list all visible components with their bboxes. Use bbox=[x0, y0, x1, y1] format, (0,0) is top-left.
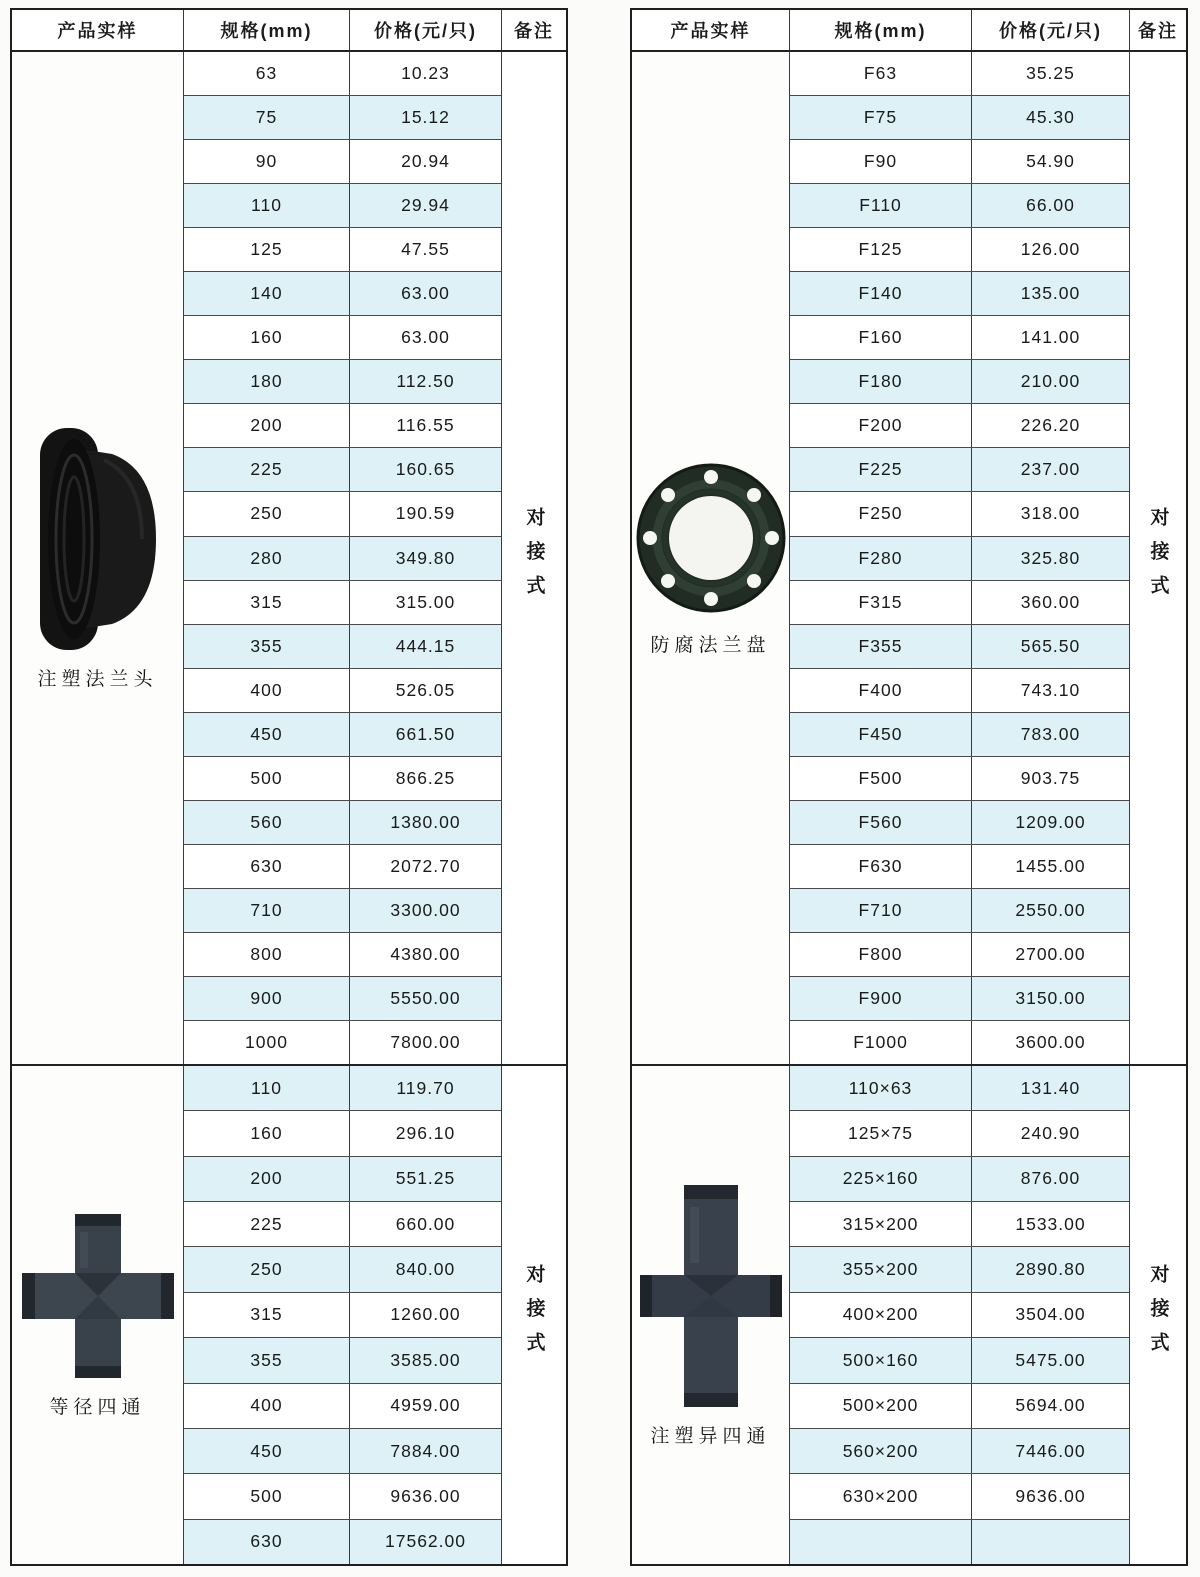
table-row bbox=[184, 1384, 501, 1429]
spec-value: F560 bbox=[790, 801, 972, 844]
spec-value: 400 bbox=[184, 669, 350, 712]
price-value: 7446.00 bbox=[1015, 1440, 1086, 1461]
price-value: 3585.00 bbox=[390, 1349, 461, 1370]
table-row bbox=[184, 889, 501, 933]
table-row bbox=[790, 1021, 1129, 1064]
spec-value: 400×200 bbox=[790, 1293, 972, 1337]
table-row bbox=[790, 1384, 1129, 1429]
product-label: 注塑法兰头 bbox=[37, 668, 158, 690]
price-value: 1209.00 bbox=[1015, 811, 1086, 832]
table-row bbox=[790, 625, 1129, 669]
price-value: 47.55 bbox=[401, 239, 450, 260]
price-value: 10.23 bbox=[401, 63, 450, 84]
price-value: 3300.00 bbox=[390, 899, 461, 920]
table-row bbox=[790, 1247, 1129, 1292]
table-row bbox=[790, 96, 1129, 140]
price-value: 661.50 bbox=[395, 723, 456, 744]
table-row bbox=[184, 581, 501, 625]
table-row bbox=[184, 52, 501, 96]
table-row bbox=[790, 581, 1129, 625]
price-value: 17562.00 bbox=[385, 1531, 466, 1552]
table-row bbox=[184, 316, 501, 360]
table-row bbox=[790, 404, 1129, 448]
price-value: 35.25 bbox=[1026, 63, 1075, 84]
spec-value: 225×160 bbox=[790, 1157, 972, 1201]
spec-value: 315×200 bbox=[790, 1202, 972, 1246]
section-equal-cross bbox=[12, 1064, 566, 1564]
spec-value: 110×63 bbox=[790, 1066, 972, 1110]
price-value: 2700.00 bbox=[1015, 943, 1086, 964]
price-value: 1380.00 bbox=[390, 811, 461, 832]
spec-value: 280 bbox=[184, 537, 350, 580]
table-row bbox=[184, 845, 501, 889]
price-value: 2890.80 bbox=[1015, 1259, 1086, 1280]
spec-price-rows bbox=[184, 52, 502, 1064]
spec-value: 200 bbox=[184, 404, 350, 447]
table-row bbox=[184, 1021, 501, 1064]
price-value: 565.50 bbox=[1020, 635, 1081, 656]
table-row bbox=[790, 228, 1129, 272]
header-remark: 备注 bbox=[1138, 21, 1178, 41]
spec-value: 225 bbox=[184, 448, 350, 491]
spec-price-rows bbox=[790, 52, 1130, 1064]
flange-disc-photo bbox=[635, 460, 787, 618]
table-row bbox=[184, 184, 501, 228]
price-value: 190.59 bbox=[395, 503, 456, 524]
price-value: 3150.00 bbox=[1015, 988, 1086, 1008]
spec-value: F75 bbox=[790, 96, 972, 139]
price-value: 296.10 bbox=[395, 1123, 456, 1144]
spec-value: 125 bbox=[184, 228, 350, 271]
price-value: 4380.00 bbox=[390, 943, 461, 964]
price-value: 526.05 bbox=[395, 679, 456, 700]
table-row bbox=[790, 801, 1129, 845]
price-table-left bbox=[10, 8, 568, 1566]
header-spec: 规格(mm) bbox=[184, 10, 350, 50]
price-value: 1455.00 bbox=[1015, 855, 1086, 876]
price-value: 20.94 bbox=[401, 151, 450, 172]
table-row bbox=[184, 272, 501, 316]
price-value: 116.55 bbox=[396, 415, 455, 436]
price-value: 141.00 bbox=[1020, 327, 1081, 348]
price-value: 866.25 bbox=[395, 767, 456, 788]
spec-value: F800 bbox=[790, 933, 972, 976]
spec-value: F110 bbox=[790, 184, 972, 227]
table-row bbox=[184, 625, 501, 669]
spec-value: 180 bbox=[184, 360, 350, 403]
price-value: 315.00 bbox=[395, 591, 456, 612]
table-row bbox=[184, 537, 501, 581]
spec-price-rows bbox=[184, 1066, 502, 1564]
table-row bbox=[184, 492, 501, 536]
spec-value: 200 bbox=[184, 1157, 350, 1201]
table-row bbox=[790, 933, 1129, 977]
price-value: 1260.00 bbox=[390, 1304, 461, 1325]
table-row bbox=[184, 801, 501, 845]
table-row bbox=[184, 448, 501, 492]
spec-value: F315 bbox=[790, 581, 972, 624]
table-row bbox=[790, 1338, 1129, 1383]
table-row bbox=[184, 1066, 501, 1111]
spec-value: 355 bbox=[184, 1338, 350, 1382]
price-value: 7800.00 bbox=[390, 1032, 461, 1053]
spec-value: 400 bbox=[184, 1384, 350, 1428]
price-value: 2072.70 bbox=[390, 855, 461, 876]
table-header bbox=[12, 10, 566, 52]
price-value: 5694.00 bbox=[1015, 1395, 1086, 1416]
price-value: 126.00 bbox=[1020, 239, 1081, 260]
price-value: 444.15 bbox=[395, 635, 456, 656]
table-row bbox=[790, 184, 1129, 228]
remark-text: 对接式 bbox=[1147, 1264, 1169, 1366]
spec-value: 450 bbox=[184, 1429, 350, 1473]
spec-value: 125×75 bbox=[790, 1111, 972, 1155]
header-remark: 备注 bbox=[514, 21, 554, 41]
price-value: 3600.00 bbox=[1015, 1032, 1086, 1053]
price-value: 135.00 bbox=[1020, 283, 1081, 304]
spec-value: 500 bbox=[184, 757, 350, 800]
table-row bbox=[790, 757, 1129, 801]
price-value: 5550.00 bbox=[390, 988, 461, 1008]
price-value: 325.80 bbox=[1020, 547, 1081, 568]
remark-cell bbox=[502, 52, 566, 1064]
table-row bbox=[184, 1293, 501, 1338]
table-row bbox=[184, 1111, 501, 1156]
price-value: 5475.00 bbox=[1015, 1349, 1086, 1370]
spec-value: 160 bbox=[184, 316, 350, 359]
price-value: 4959.00 bbox=[390, 1395, 461, 1416]
spec-value: F400 bbox=[790, 669, 972, 712]
spec-value: F200 bbox=[790, 404, 972, 447]
spec-value: 90 bbox=[184, 140, 350, 183]
price-value: 318.00 bbox=[1020, 503, 1081, 524]
spec-value: 110 bbox=[184, 184, 350, 227]
spec-value: 450 bbox=[184, 713, 350, 756]
price-value: 2550.00 bbox=[1015, 899, 1086, 920]
spec-value: F280 bbox=[790, 537, 972, 580]
price-value: 360.00 bbox=[1020, 591, 1081, 612]
table-row bbox=[790, 140, 1129, 184]
remark-text: 对接式 bbox=[523, 1264, 545, 1366]
price-value: 54.90 bbox=[1026, 151, 1075, 172]
price-value: 226.20 bbox=[1020, 415, 1081, 436]
spec-value: 160 bbox=[184, 1111, 350, 1155]
table-row bbox=[790, 1520, 1129, 1564]
spec-value: F180 bbox=[790, 360, 972, 403]
price-value: 783.00 bbox=[1020, 723, 1081, 744]
spec-value: 900 bbox=[184, 977, 350, 1020]
spec-value: F160 bbox=[790, 316, 972, 359]
spec-value: F125 bbox=[790, 228, 972, 271]
spec-value: 315 bbox=[184, 1293, 350, 1337]
price-value: 240.90 bbox=[1020, 1123, 1081, 1144]
table-row bbox=[790, 713, 1129, 757]
table-row bbox=[184, 1247, 501, 1292]
product-cell bbox=[12, 52, 184, 1064]
table-row bbox=[184, 669, 501, 713]
table-row bbox=[184, 360, 501, 404]
price-value bbox=[972, 1520, 1129, 1564]
spec-value: 630×200 bbox=[790, 1474, 972, 1518]
section-flange-head bbox=[12, 52, 566, 1064]
table-row bbox=[790, 272, 1129, 316]
table-row bbox=[790, 1202, 1129, 1247]
section-reducing-cross bbox=[632, 1064, 1186, 1564]
price-value: 1533.00 bbox=[1015, 1213, 1086, 1234]
spec-value: F250 bbox=[790, 492, 972, 535]
price-value: 876.00 bbox=[1020, 1168, 1081, 1189]
table-row bbox=[790, 977, 1129, 1021]
price-value: 237.00 bbox=[1020, 459, 1081, 480]
price-value: 63.00 bbox=[401, 283, 450, 304]
spec-value: F90 bbox=[790, 140, 972, 183]
table-row bbox=[790, 1293, 1129, 1338]
table-row bbox=[790, 1157, 1129, 1202]
remark-cell bbox=[502, 1066, 566, 1564]
table-row bbox=[184, 1202, 501, 1247]
flange-head-photo bbox=[34, 426, 162, 652]
table-row bbox=[790, 669, 1129, 713]
spec-value: 630 bbox=[184, 1520, 350, 1564]
price-value: 9636.00 bbox=[390, 1485, 461, 1506]
price-value: 9636.00 bbox=[1015, 1485, 1086, 1506]
table-row bbox=[184, 1157, 501, 1202]
table-row bbox=[184, 933, 501, 977]
table-row bbox=[184, 140, 501, 184]
header-product-sample: 产品实样 bbox=[632, 10, 790, 50]
spec-value: F225 bbox=[790, 448, 972, 491]
price-value: 210.00 bbox=[1020, 371, 1081, 392]
table-row bbox=[790, 889, 1129, 933]
header-price: 价格(元/只) bbox=[350, 10, 502, 50]
table-row bbox=[790, 316, 1129, 360]
spec-value: F900 bbox=[790, 977, 972, 1020]
table-row bbox=[184, 977, 501, 1021]
table-row bbox=[790, 360, 1129, 404]
spec-value: 1000 bbox=[184, 1021, 350, 1064]
price-value: 119.70 bbox=[396, 1077, 455, 1098]
table-row bbox=[790, 52, 1129, 96]
table-header bbox=[632, 10, 1186, 52]
price-value: 29.94 bbox=[401, 195, 450, 216]
spec-value: 800 bbox=[184, 933, 350, 976]
table-row bbox=[790, 1474, 1129, 1519]
spec-value: 355×200 bbox=[790, 1247, 972, 1291]
price-value: 63.00 bbox=[401, 327, 450, 348]
spec-value: 63 bbox=[184, 52, 350, 95]
table-row bbox=[184, 228, 501, 272]
spec-value: 110 bbox=[184, 1066, 350, 1110]
header-spec: 规格(mm) bbox=[790, 10, 972, 50]
remark-text: 对接式 bbox=[1147, 507, 1169, 609]
price-value: 131.40 bbox=[1020, 1077, 1081, 1098]
price-value: 15.12 bbox=[401, 107, 450, 128]
spec-value: F710 bbox=[790, 889, 972, 932]
table-row bbox=[184, 1338, 501, 1383]
table-row bbox=[184, 1520, 501, 1564]
price-value: 660.00 bbox=[395, 1213, 456, 1234]
table-row bbox=[790, 1066, 1129, 1111]
price-table-right bbox=[630, 8, 1188, 1566]
spec-price-rows bbox=[790, 1066, 1130, 1564]
table-row bbox=[184, 757, 501, 801]
remark-cell bbox=[1130, 52, 1186, 1064]
price-value: 349.80 bbox=[395, 547, 456, 568]
spec-value: 225 bbox=[184, 1202, 350, 1246]
product-label: 防腐法兰盘 bbox=[650, 634, 771, 656]
spec-value: 250 bbox=[184, 492, 350, 535]
price-value: 840.00 bbox=[395, 1259, 456, 1280]
table-row bbox=[790, 1429, 1129, 1474]
table-row bbox=[184, 96, 501, 140]
spec-value: 500×200 bbox=[790, 1384, 972, 1428]
table-row bbox=[184, 1429, 501, 1474]
product-label: 注塑异四通 bbox=[650, 1425, 771, 1447]
spec-value: 630 bbox=[184, 845, 350, 888]
table-row bbox=[790, 1111, 1129, 1156]
remark-text: 对接式 bbox=[523, 507, 545, 609]
spec-value: 560×200 bbox=[790, 1429, 972, 1473]
table-row bbox=[184, 1474, 501, 1519]
price-value: 112.50 bbox=[396, 371, 455, 392]
product-cell bbox=[632, 52, 790, 1064]
spec-value: F500 bbox=[790, 757, 972, 800]
price-value: 903.75 bbox=[1020, 767, 1081, 788]
spec-value: 500 bbox=[184, 1474, 350, 1518]
price-value: 743.10 bbox=[1020, 679, 1081, 700]
spec-value: F355 bbox=[790, 625, 972, 668]
table-row bbox=[790, 537, 1129, 581]
spec-value: 355 bbox=[184, 625, 350, 668]
price-value: 66.00 bbox=[1026, 195, 1075, 216]
spec-value: F630 bbox=[790, 845, 972, 888]
header-product-sample: 产品实样 bbox=[12, 10, 184, 50]
price-value: 3504.00 bbox=[1015, 1304, 1086, 1325]
table-row bbox=[184, 404, 501, 448]
price-value: 551.25 bbox=[395, 1168, 456, 1189]
spec-value: 75 bbox=[184, 96, 350, 139]
spec-value: 560 bbox=[184, 801, 350, 844]
spec-value: F450 bbox=[790, 713, 972, 756]
price-value: 160.65 bbox=[395, 459, 456, 480]
section-flange-disc bbox=[632, 52, 1186, 1064]
table-row bbox=[790, 845, 1129, 889]
spec-value: 710 bbox=[184, 889, 350, 932]
spec-value: 250 bbox=[184, 1247, 350, 1291]
spec-value: 315 bbox=[184, 581, 350, 624]
table-row bbox=[790, 492, 1129, 536]
equal-cross-photo bbox=[20, 1212, 176, 1380]
header-price: 价格(元/只) bbox=[972, 10, 1130, 50]
price-value: 45.30 bbox=[1026, 107, 1075, 128]
spec-value: 500×160 bbox=[790, 1338, 972, 1382]
product-cell bbox=[632, 1066, 790, 1564]
product-cell bbox=[12, 1066, 184, 1564]
spec-value: F63 bbox=[790, 52, 972, 95]
spec-value bbox=[790, 1520, 972, 1564]
table-row bbox=[184, 713, 501, 757]
spec-value: F140 bbox=[790, 272, 972, 315]
product-label: 等径四通 bbox=[49, 1396, 146, 1418]
reducing-cross-photo bbox=[638, 1183, 784, 1409]
price-value: 7884.00 bbox=[390, 1440, 461, 1461]
remark-cell bbox=[1130, 1066, 1186, 1564]
spec-value: 140 bbox=[184, 272, 350, 315]
table-row bbox=[790, 448, 1129, 492]
spec-value: F1000 bbox=[790, 1021, 972, 1064]
